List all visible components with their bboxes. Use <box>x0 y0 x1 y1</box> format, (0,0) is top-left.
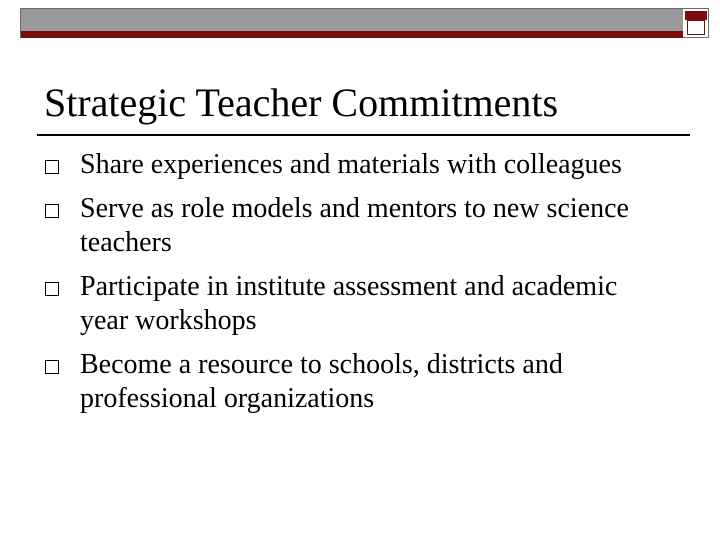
slide-title: Strategic Teacher Commitments <box>44 80 559 125</box>
hollow-square-bullet-icon <box>45 360 59 374</box>
header-corner-square <box>685 11 707 35</box>
corner-square-red <box>685 11 707 20</box>
hollow-square-bullet-icon <box>45 160 59 174</box>
bullet-item <box>44 348 640 416</box>
corner-square-white <box>687 20 705 35</box>
header-gray-strip <box>21 9 683 31</box>
bullet-text: Serve as role models and mentors to new science teachers <box>80 193 629 258</box>
bullet-list <box>44 148 640 426</box>
hollow-square-bullet-icon <box>45 204 59 218</box>
bullet-item <box>44 270 640 338</box>
title-underline <box>37 134 690 136</box>
bullet-item <box>44 192 640 260</box>
header-red-strip <box>21 31 683 38</box>
bullet-text: Become a resource to schools, districts and professional organizations <box>80 349 563 414</box>
bullet-text: Participate in institute assessment and academic year workshops <box>80 271 618 336</box>
header-decoration-band <box>20 8 709 38</box>
bullet-item <box>44 148 640 182</box>
bullet-text: Share experiences and materials with colleagues <box>80 149 622 180</box>
hollow-square-bullet-icon <box>45 282 59 296</box>
